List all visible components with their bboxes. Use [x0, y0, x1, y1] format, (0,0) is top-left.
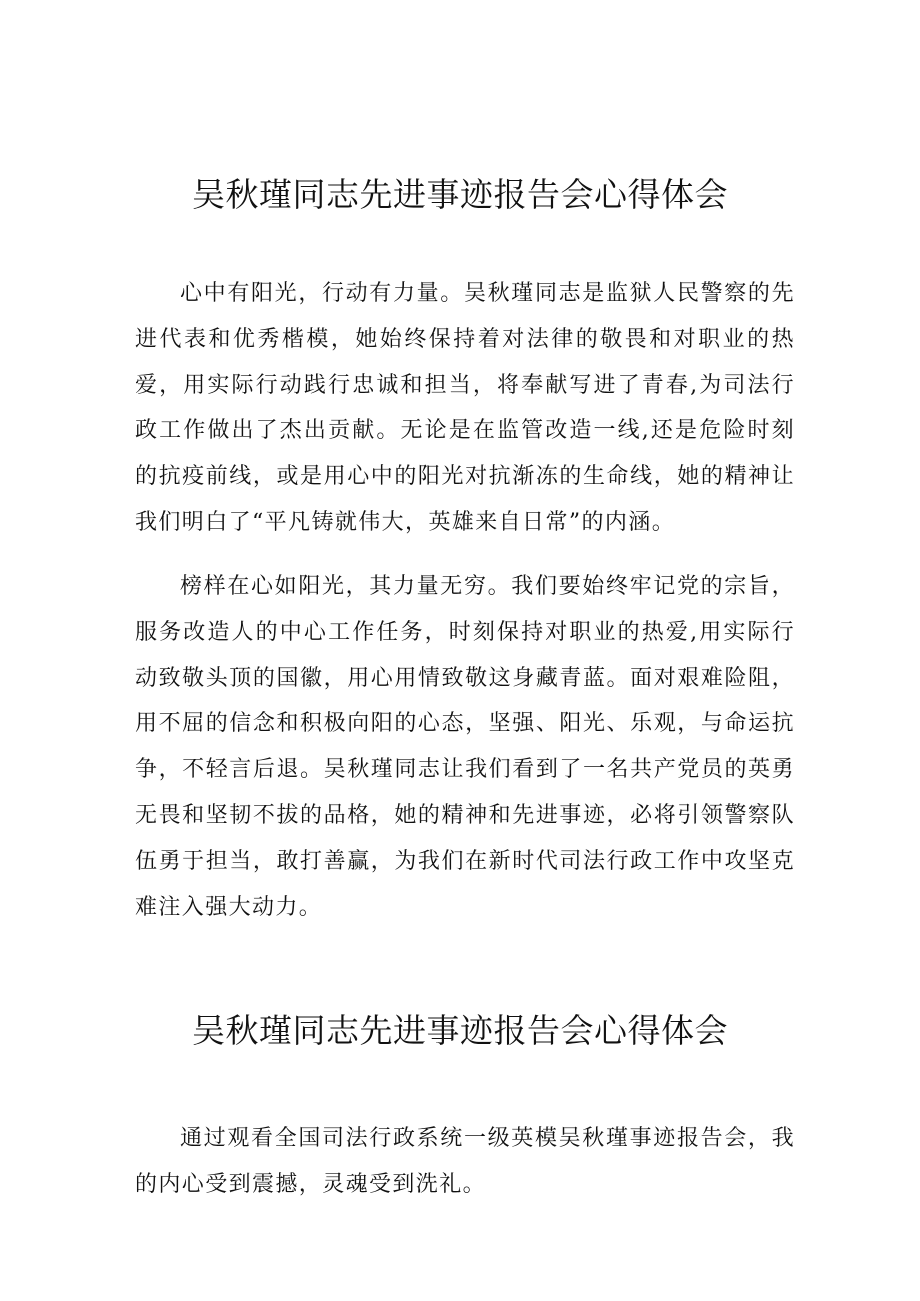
article-paragraph: 通过观看全国司法行政系统一级英模吴秋瑾事迹报告会，我的内心受到震撼，灵魂受到洗礼。 [135, 1126, 795, 1197]
article-title: 吴秋瑾同志先进事迹报告会心得体会 [192, 1011, 728, 1050]
article-paragraph: 心中有阳光，行动有力量。吴秋瑾同志是监狱人民警察的先进代表和优秀楷模，她始终保持着对法律的敬畏和对职业的热爱，用实际行动践行忠诚和担当，将奉献写进了青春,为司法行政工作做出了杰出贡献。无论是在监管改造一线,还是危险时刻的抗疫前线，或是用心中的阳光对抗渐冻的生命线，她的精神让我们明白了“平凡铸就伟大，英雄来自日常”的内涵。 [135, 281, 795, 535]
article-title: 吴秋瑾同志先进事迹报告会心得体会 [192, 175, 728, 214]
article-paragraph: 榜样在心如阳光，其力量无穷。我们要始终牢记党的宗旨，服务改造人的中心工作任务，时刻保持对职业的热爱,用实际行动致敬头顶的国徽，用心用情致敬这身藏青蓝。面对艰难险阻，用不屈的信念和积极向阳的心态，坚强、阳光、乐观，与命运抗争，不轻言后退。吴秋瑾同志让我们看到了一名共产党员的英勇无畏和坚韧不拔的品格，她的精神和先进事迹，必将引领警察队伍勇于担当，敢打善赢，为我们在新时代司法行政工作中攻坚克难注入强大动力。 [135, 574, 795, 920]
